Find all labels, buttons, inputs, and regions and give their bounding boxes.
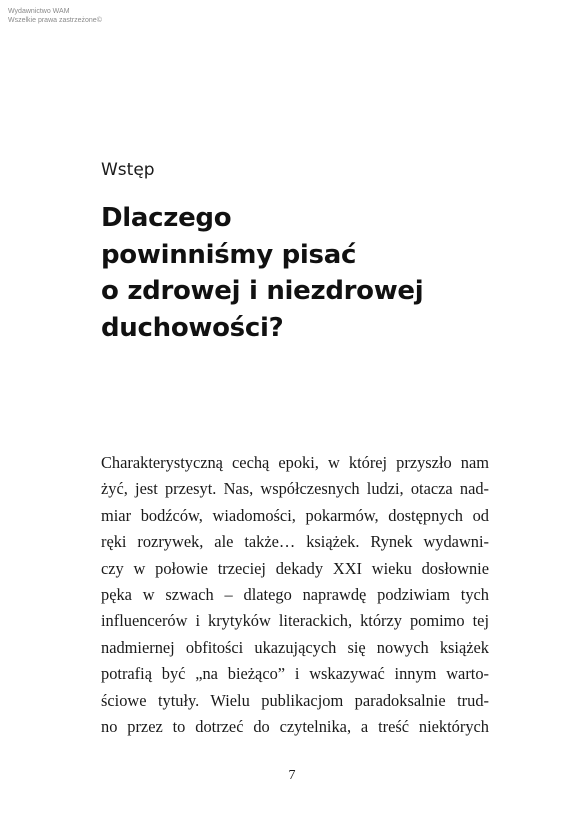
chapter-title — [101, 200, 521, 346]
chapter-title-line: o zdrowej i niezdrowej — [101, 276, 424, 306]
chapter-title-line: duchowości? — [101, 312, 284, 343]
section-label: Wstęp — [101, 160, 155, 180]
body-paragraph — [101, 450, 489, 740]
watermark-publisher: Wydawnictwo WAM — [8, 8, 70, 15]
chapter-title-line: Dlaczego — [101, 203, 232, 233]
watermark-copyright: Wszelkie prawa zastrzeżone© — [8, 17, 102, 24]
body-line: żyć, jest przesyt. Nas, współczesnych ludzi, otacza nad- — [101, 479, 489, 499]
page-number: 7 — [288, 768, 296, 783]
body-line: Charakterystyczną cechą epoki, w której przyszło nam — [101, 453, 489, 472]
body-line: czy w połowie trzeciej dekady XXI wieku dosłownie — [101, 558, 489, 578]
watermark — [8, 7, 102, 25]
body-line: potrafią być „na bieżąco” i wskazywać innym warto- — [101, 664, 489, 684]
body-line: nadmiernej obfitości ukazujących się nowych książek — [101, 637, 489, 657]
body-line: pęka w szwach – dlatego naprawdę podziwiam tych — [101, 584, 489, 604]
chapter-title-line: powinniśmy pisać — [101, 239, 357, 270]
body-line: miar bodźców, wiadomości, pokarmów, dostępnych od — [101, 505, 489, 525]
body-line: ręki rozrywek, ale także… książek. Rynek wydawni- — [101, 532, 489, 552]
body-line: influencerów i krytyków literackich, którzy pomimo tej — [101, 611, 489, 631]
body-line: no przez to dotrzeć do czytelnika, a treść niektórych — [101, 716, 489, 736]
body-line: ściowe tytuły. Wielu publikacjom paradoksalnie trud- — [101, 690, 489, 710]
